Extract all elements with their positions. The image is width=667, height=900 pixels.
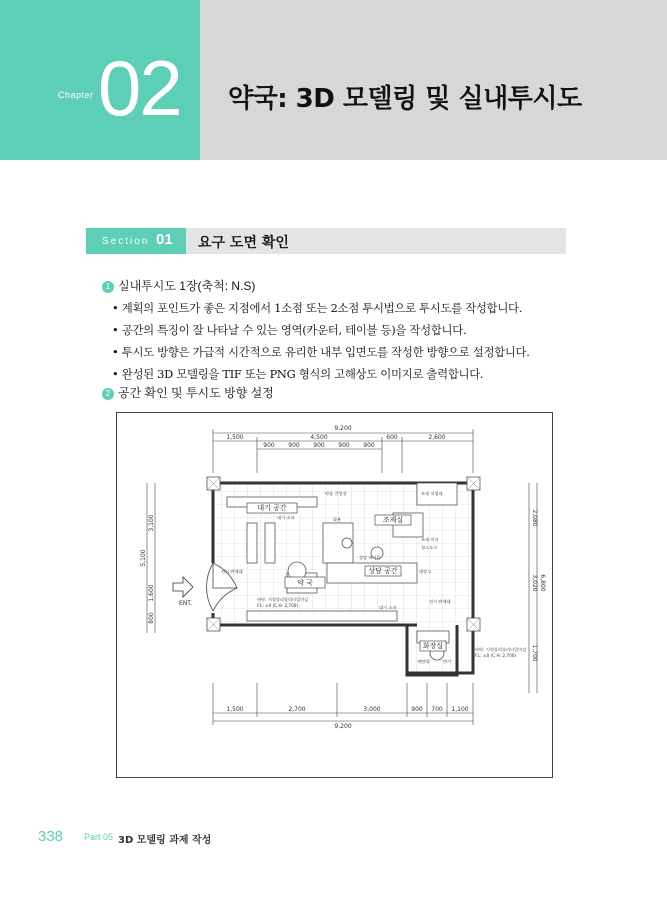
- dim-bottom-3: 3,000: [363, 706, 381, 713]
- section-number: 01: [156, 231, 173, 248]
- dim-right-total: 6,800: [539, 574, 546, 592]
- section-word: Section: [102, 236, 150, 247]
- dim-left-1: 3,100: [148, 514, 155, 532]
- label-workbench: 조제 작업대: [421, 491, 443, 496]
- dim-top-4: 2,600: [428, 434, 446, 441]
- dim-sub-4: 900: [338, 442, 350, 449]
- label-display-2: 전시 판매대: [429, 599, 451, 604]
- chapter-title: 약국: 3D 모델링 및 실내투시도: [228, 84, 582, 114]
- footer-title: 3D 모델링 과제 작성: [118, 835, 212, 846]
- floor-note-2: 바닥: 지정폴리폴리타일마감: [475, 647, 527, 652]
- dim-left-total: 5,100: [140, 549, 147, 567]
- bullet-3: • 투시도 방향은 가급적 시간적으로 유리한 내부 입면도를 작성한 방향으로 설정합니다.: [112, 341, 530, 363]
- floor-plan-drawing: [117, 413, 552, 777]
- dim-right-3: 1,700: [531, 644, 538, 662]
- label-display-1: 전시 판매대: [221, 569, 243, 574]
- bullet-2: • 공간의 특징이 잘 나타날 수 있는 영역(카운터, 테이블 등)을 작성합니다.: [112, 319, 530, 341]
- floor-plan: [116, 412, 553, 778]
- label-toilet: 변기: [443, 659, 452, 664]
- dim-bottom-4: 900: [411, 706, 423, 713]
- dim-sub-5: 900: [363, 442, 375, 449]
- dim-left-2: 1,600: [148, 584, 155, 602]
- dim-top-3: 600: [386, 434, 398, 441]
- room-consult: 상담 공간: [368, 567, 398, 575]
- item-1-number: 1: [102, 281, 114, 293]
- dim-top-2: 4,500: [310, 434, 328, 441]
- page-number: 338: [38, 828, 64, 845]
- item-2-number: 2: [102, 388, 114, 400]
- item-1-label: 실내투시도 1장(축척: N.S): [118, 279, 256, 293]
- label-table: 상담 테이블: [359, 555, 381, 560]
- room-toilet: 화장실: [422, 642, 444, 650]
- dim-sub-3: 900: [313, 442, 325, 449]
- label-sofa-2: 대기 소파: [277, 515, 295, 520]
- chapter-number: 02: [98, 44, 181, 132]
- dim-bottom-5: 700: [431, 706, 443, 713]
- label-chair: 조제 의자: [421, 537, 439, 542]
- label-sofa-1: 대기 소파: [379, 605, 397, 610]
- floor-level-2: F.L: ±0 (C.H: 2,700): [475, 653, 517, 658]
- bullet-1: • 계획의 포인트가 좋은 지점에서 1소점 또는 2소점 투시법으로 투시도를 작성합니다.: [112, 297, 530, 319]
- label-fridge: 냉장고: [419, 569, 432, 574]
- room-pharmacy: 약 국: [297, 579, 313, 587]
- dim-bottom-6: 1,100: [451, 706, 469, 713]
- dim-right-2: 3,020: [531, 574, 538, 592]
- dim-bottom-total: 9,200: [334, 723, 352, 730]
- footer-part: Part 05: [84, 832, 114, 842]
- floor-level-1: F.L: ±0 (C.H: 2,700): [257, 603, 299, 608]
- dim-bottom-2: 2,700: [288, 706, 306, 713]
- bullet-4: • 완성된 3D 모델링을 TIF 또는 PNG 형식의 고해상도 이미지로 출력합니다.: [112, 363, 530, 385]
- chapter-word: Chapter: [58, 90, 94, 100]
- label-cabinet: 약품 진열장: [325, 491, 347, 496]
- item-2-label: 공간 확인 및 투시도 방향 설정: [118, 386, 274, 400]
- entrance-label: ENT.: [179, 600, 193, 607]
- dim-sub-2: 900: [288, 442, 300, 449]
- bullet-list: [112, 297, 530, 385]
- room-dispensary: 조제실: [382, 516, 404, 524]
- dim-top-total: 9,200: [334, 425, 352, 432]
- dim-right-1: 2,080: [531, 509, 538, 527]
- dim-top-1: 1,500: [226, 434, 244, 441]
- item-2: [102, 384, 274, 401]
- item-1: [102, 277, 255, 294]
- dim-bottom-1: 1,500: [226, 706, 244, 713]
- label-plant: 화분: [333, 517, 342, 522]
- section-title: 요구 도면 확인: [198, 235, 289, 251]
- dim-sub-1: 900: [263, 442, 275, 449]
- floor-note-1: 바닥: 지정폴리폴리타일마감: [257, 597, 309, 602]
- room-waiting: 대기 공간: [257, 504, 287, 512]
- label-sink: 세면대: [417, 659, 430, 664]
- label-broom: 청소도구: [421, 545, 438, 550]
- dim-left-3: 800: [148, 612, 155, 624]
